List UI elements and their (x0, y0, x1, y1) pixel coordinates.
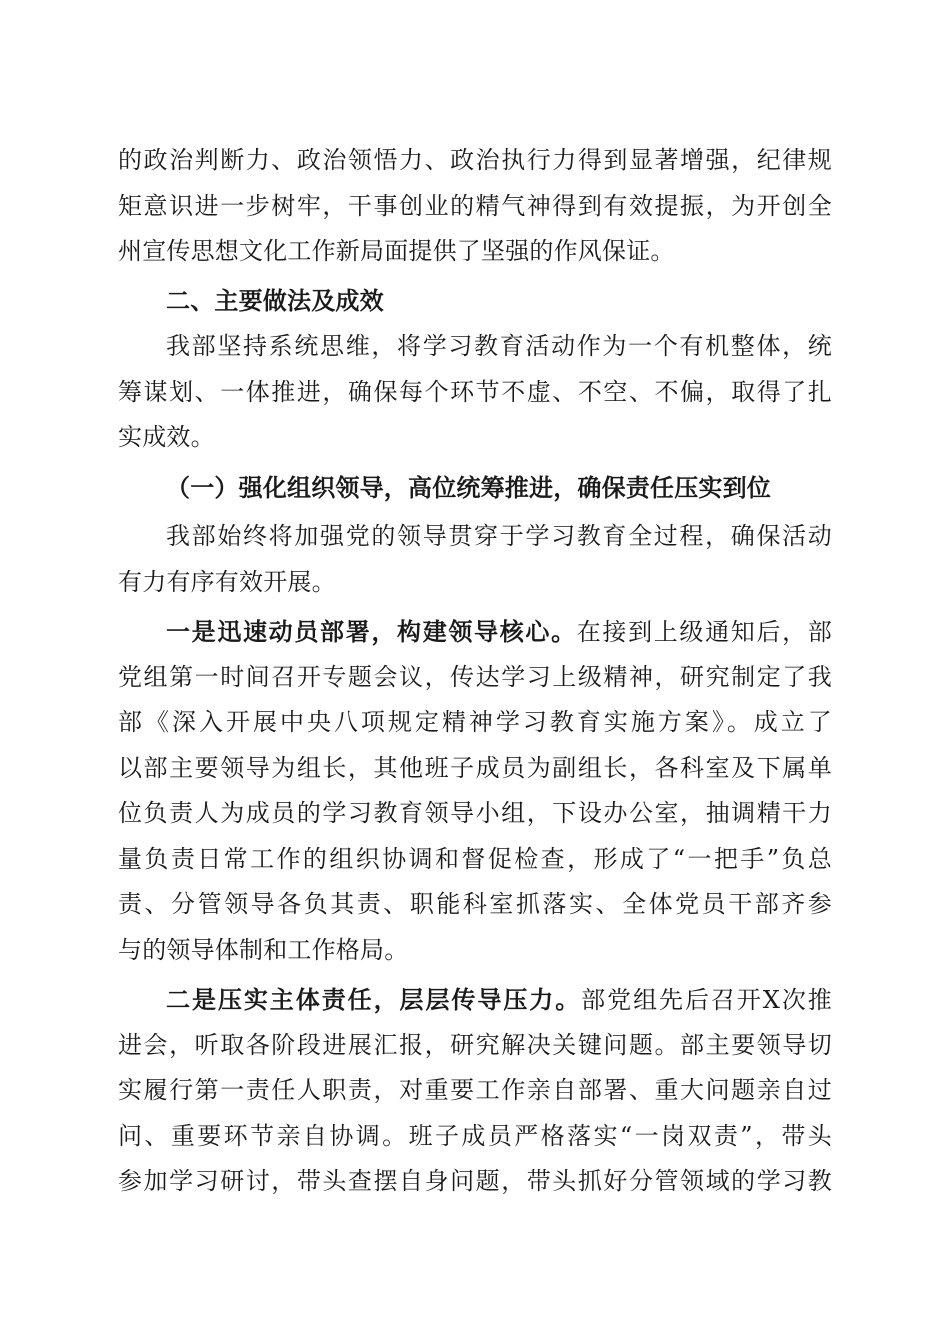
text-line: 实成效。 (118, 423, 215, 451)
text-line: 实履行第一责任人职责，对重要工作亲自部署、重大问题亲自过 (118, 1076, 832, 1104)
text-line: 问、重要环节亲自协调。班子成员严格落实“一岗双责”，带头 (118, 1121, 832, 1150)
paragraph-mobilization (118, 609, 832, 973)
lead-phrase: 二是压实主体责任，层层传导压力。 (166, 985, 582, 1014)
paragraph-intro (118, 324, 832, 461)
paragraph-leadership (118, 514, 832, 605)
text-line: 有力有序有效开展。 (118, 567, 336, 596)
text-line: 位负责人为成员的学习教育领导小组，下设办公室，抽调精干力 (118, 799, 832, 827)
text-line (118, 977, 832, 1023)
text-line: 与的领导体制和工作格局。 (118, 935, 409, 964)
text-line: 进会，听取各阶段进展汇报，研究解决关键问题。部主要领导切 (118, 1030, 832, 1059)
text-fragment: 部党组先后召开X次推 (581, 986, 832, 1014)
text-line: 我部始终将加强党的领导贯穿于学习教育全过程，确保活动 (166, 522, 832, 550)
document-body (118, 138, 832, 1205)
text-line: 量负责日常工作的组织协调和督促检查，形成了“一把手”负总 (118, 844, 832, 873)
text-line: 参加学习研讨，带头查摆自身问题，带头抓好分管领域的学习教 (118, 1167, 832, 1195)
text-line: 的政治判断力、政治领悟力、政治执行力得到显著增强，纪律规 (118, 146, 832, 174)
text-fragment: 在接到上级通知后，部 (576, 618, 832, 646)
text-line: 责、分管领导各负其责、职能科室抓落实、全体党员干部齐参 (118, 890, 832, 918)
text-line: 我部坚持系统思维，将学习教育活动作为一个有机整体，统 (166, 332, 832, 360)
paragraph-achievements (118, 138, 832, 275)
lead-phrase: 一是迅速动员部署，构建领导核心。 (166, 617, 577, 646)
text-line: 以部主要领导为组长，其他班子成员为副组长，各科室及下属单 (118, 753, 832, 782)
text-line: 州宣传思想文化工作新局面提供了坚强的作风保证。 (118, 237, 675, 265)
subsection-heading: （一）强化组织领导，高位统筹推进，确保责任压实到位 (166, 472, 771, 502)
text-line: 矩意识进一步树牢，干事创业的精气神得到有效提振，为开创全 (118, 191, 832, 220)
text-line: 部《深入开展中央八项规定精神学习教育实施方案》。成立了 (118, 708, 832, 736)
text-line: 党组第一时间召开专题会议，传达学习上级精神，研究制定了我 (118, 662, 832, 691)
section-heading: 二、主要做法及成效 (166, 286, 384, 315)
text-line (118, 609, 832, 655)
text-line: 筹谋划、一体推进，确保每个环节不虚、不空、不偏，取得了扎 (118, 377, 832, 406)
paragraph-responsibility (118, 977, 832, 1205)
